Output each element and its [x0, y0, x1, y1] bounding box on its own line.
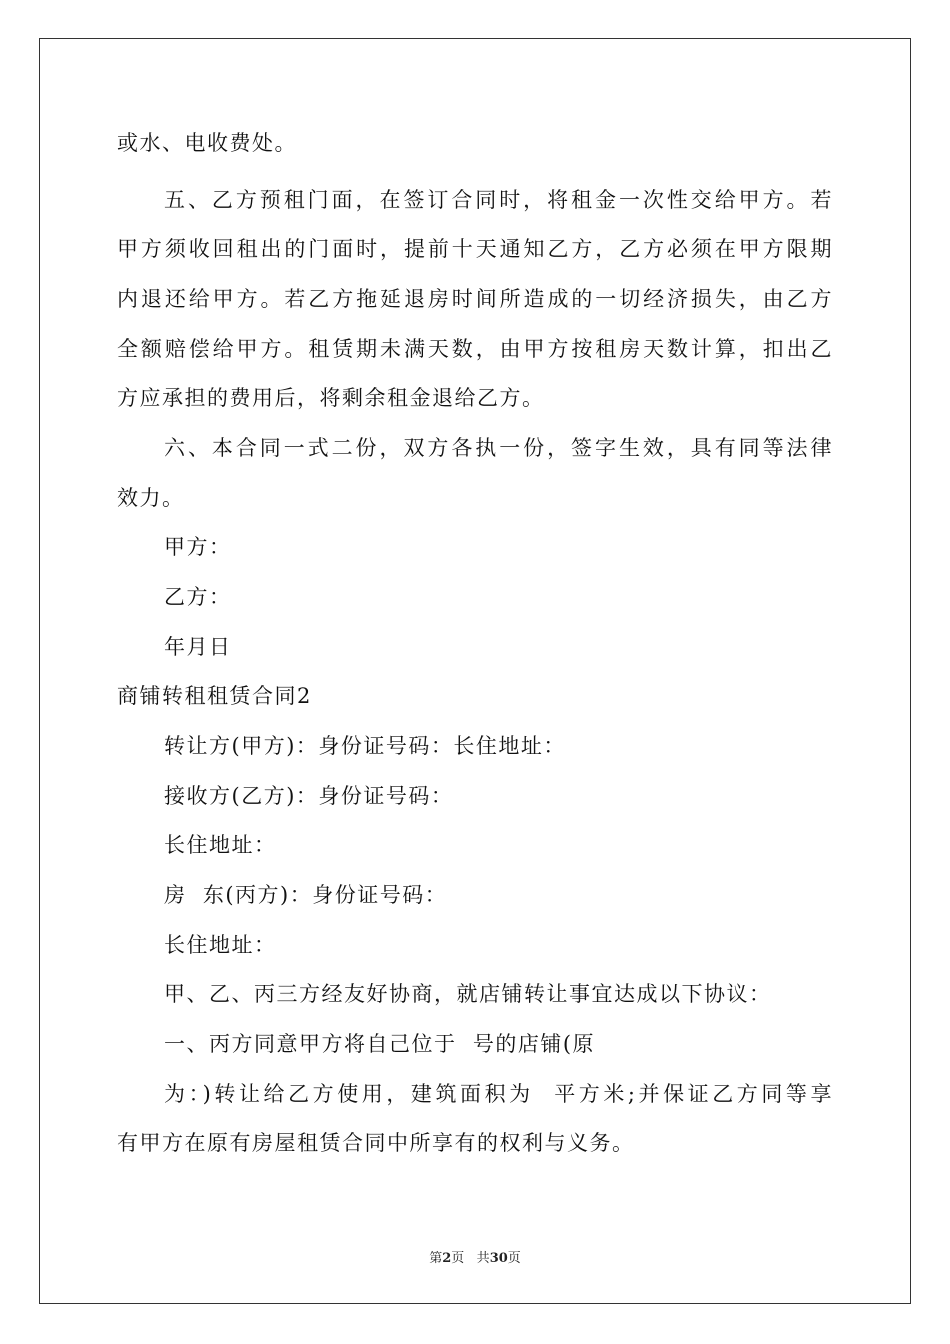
paragraph-line: 转让方(甲方)：身份证号码：长住地址： — [164, 734, 566, 758]
contract-title: 商铺转租租赁合同2 — [117, 684, 312, 708]
page-prefix: 第 — [429, 1251, 443, 1266]
paragraph-line: 五、乙方预租门面，在签订合同时，将租金一次性交给甲方。若 — [164, 188, 833, 212]
paragraph-line: 长住地址： — [164, 833, 277, 857]
paragraph-line: 房 东(丙方)：身份证号码： — [164, 883, 448, 907]
party-a-label: 甲方： — [164, 535, 232, 559]
paragraph-line: 接收方(乙方)：身份证号码： — [164, 784, 454, 808]
total-pages: 30 — [489, 1251, 508, 1266]
page-border — [39, 38, 911, 1304]
paragraph-line: 甲方须收回租出的门面时，提前十天通知乙方，乙方必须在甲方限期 — [117, 237, 833, 261]
total-prefix: 共 — [476, 1251, 490, 1266]
paragraph-line: 长住地址： — [164, 933, 277, 957]
paragraph-line: 内退还给甲方。若乙方拖延退房时间所造成的一切经济损失，由乙方 — [117, 287, 833, 311]
paragraph-line: 一、丙方同意甲方将自己位于 号的店铺(原 — [164, 1032, 596, 1056]
page-number: 2 — [442, 1251, 452, 1266]
paragraph-line: 效力。 — [117, 486, 185, 510]
paragraph-line: 甲、乙、丙三方经友好协商，就店铺转让事宜达成以下协议： — [164, 982, 772, 1006]
party-b-label: 乙方： — [164, 585, 232, 609]
total-suffix: 页 — [507, 1251, 521, 1266]
date-label: 年月日 — [164, 635, 232, 659]
page-suffix: 页 — [451, 1251, 465, 1266]
paragraph-line: 或水、电收费处。 — [117, 131, 297, 155]
paragraph-line: 方应承担的费用后，将剩余租金退给乙方。 — [117, 386, 545, 410]
paragraph-line: 有甲方在原有房屋租赁合同中所享有的权利与义务。 — [117, 1131, 635, 1155]
paragraph-line: 为：)转让给乙方使用，建筑面积为 平方米;并保证乙方同等享 — [164, 1082, 833, 1106]
page-footer — [0, 1247, 950, 1266]
paragraph-line: 六、本合同一式二份，双方各执一份，签字生效，具有同等法律 — [164, 436, 833, 460]
paragraph-line: 全额赔偿给甲方。租赁期未满天数，由甲方按租房天数计算，扣出乙 — [117, 337, 833, 361]
